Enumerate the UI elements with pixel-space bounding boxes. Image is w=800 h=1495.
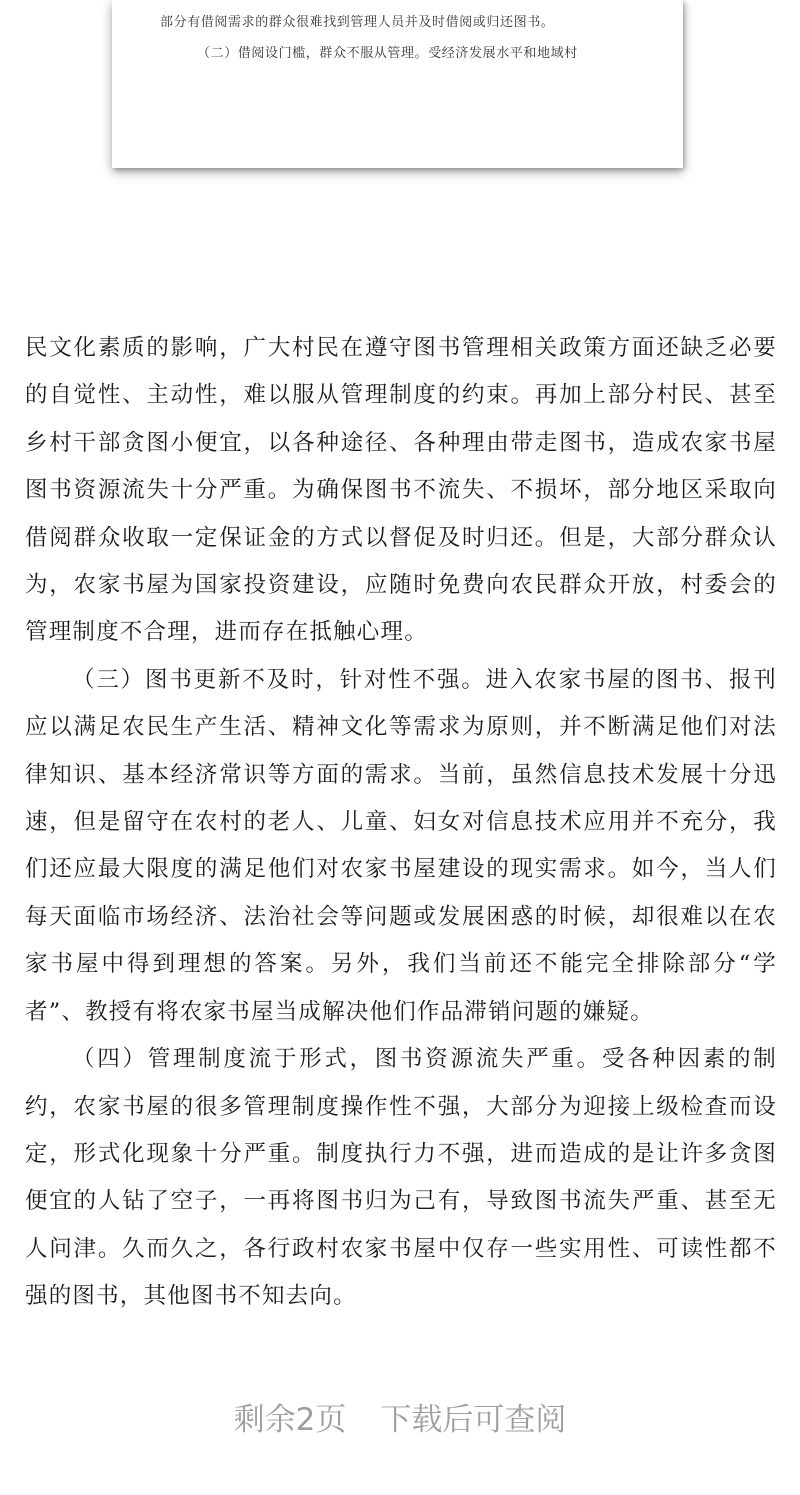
body-paragraph: （四）管理制度流于形式，图书资源流失严重。受各种因素的制约，农家书屋的很多管理制度操作性不强，大部分为迎接上级检查而设定，形式化现象十分严重。制度执行力不强，进而造成的是让许多贪图便宜的人钻了空子，一再将图书归为己有，导致图书流失严重、甚至无人问津。久而久之，各行政村农家书屋中仅存一些实用性、可读性都不强的图书，其他图书不知去向。 bbox=[25, 1046, 777, 1310]
body-paragraph: 民文化素质的影响，广大村民在遵守图书管理相关政策方面还缺乏必要的自觉性、主动性，难以服从管理制度的约束。再加上部分村民、甚至乡村干部贪图小便宜，以各种途径、各种理由带走图书，造成农家书屋图书资源流失十分严重。为确保图书不流失、不损坏，部分地区采取向借阅群众收取一定保证金的方式以督促及时归还。但是，大部分群众认为，农家书屋为国家投资建设，应随时免费向农民群众开放，村委会的管理制度不合理，进而存在抵触心理。 bbox=[25, 335, 777, 646]
download-to-view-text: 下载后可查阅 bbox=[380, 1402, 567, 1438]
preview-text-line: 部分有借阅需求的群众很难找到管理人员并及时借阅或归还图书。 bbox=[160, 15, 555, 30]
remaining-pages-text: 剩余2页 bbox=[233, 1402, 347, 1438]
page-preview-card bbox=[112, 0, 683, 168]
remaining-pages-banner[interactable] bbox=[0, 1394, 800, 1440]
document-body bbox=[25, 325, 777, 1321]
preview-text-line: （二）借阅设门槛，群众不服从管理。受经济发展水平和地域村 bbox=[197, 46, 578, 61]
body-paragraph: （三）图书更新不及时，针对性不强。进入农家书屋的图书、报刊应以满足农民生产生活、精神文化等需求为原则，并不断满足他们对法律知识、基本经济常识等方面的需求。当前，虽然信息技术发展十分迅速，但是留守在农村的老人、儿童、妇女对信息技术应用并不充分，我们还应最大限度的满足他们对农家书屋建设的现实需求。如今，当人们每天面临市场经济、法治社会等问题或发展困惑的时候，却很难以在农家书屋中得到理想的答案。另外，我们当前还不能完全排除部分“学者”、教授有将农家书屋当成解决他们作品滞销问题的嫌疑。 bbox=[25, 666, 777, 1025]
